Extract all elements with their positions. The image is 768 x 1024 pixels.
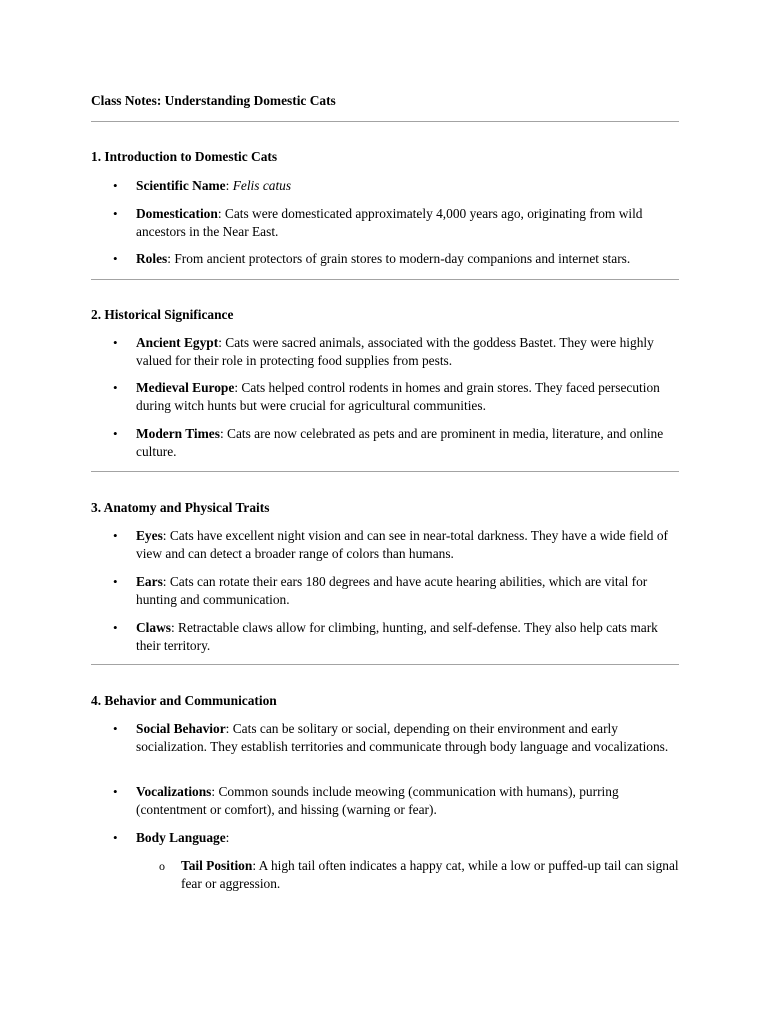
list-item-text: Scientific Name: Felis catus bbox=[136, 178, 292, 193]
list-item-term: Eyes bbox=[136, 528, 163, 543]
bullet-icon: • bbox=[113, 335, 118, 350]
section-divider bbox=[91, 471, 679, 472]
bullet-icon: • bbox=[113, 528, 118, 543]
list-item-term: Ancient Egypt bbox=[136, 335, 219, 350]
bullet-icon: • bbox=[113, 784, 118, 799]
bullet-icon: • bbox=[113, 380, 118, 395]
section-heading: 4. Behavior and Communication bbox=[91, 693, 277, 708]
section-heading: 1. Introduction to Domestic Cats bbox=[91, 149, 278, 164]
section-divider bbox=[91, 664, 679, 665]
list-item-text: Claws: Retractable claws allow for climbing, hunting, and self-defense. They also help cats mark their territory. bbox=[136, 620, 658, 653]
bullet-icon: • bbox=[113, 426, 118, 441]
list-item-text: Body Language: bbox=[136, 830, 230, 845]
list-item-term: Body Language bbox=[136, 830, 226, 845]
list-item-term: Domestication bbox=[136, 206, 218, 221]
bullet-icon: • bbox=[113, 251, 118, 266]
list-item-term: Social Behavior bbox=[136, 721, 226, 736]
sub-list-item-term: Tail Position bbox=[181, 858, 253, 873]
list-item-term: Scientific Name bbox=[136, 178, 226, 193]
section-heading: 2. Historical Significance bbox=[91, 307, 234, 322]
list-item-text: Roles: From ancient protectors of grain stores to modern-day companions and internet stars. bbox=[136, 251, 631, 266]
document-title: Class Notes: Understanding Domestic Cats bbox=[91, 93, 336, 108]
list-item-term: Claws bbox=[136, 620, 171, 635]
list-item-term: Ears bbox=[136, 574, 163, 589]
list-item-term: Vocalizations bbox=[136, 784, 212, 799]
list-item-text: Medieval Europe: Cats helped control rodents in homes and grain stores. They faced persecution during witch hunts but were crucial for agricultural communities. bbox=[136, 380, 660, 413]
hollow-bullet-icon: o bbox=[159, 859, 165, 873]
list-item-term: Modern Times bbox=[136, 426, 220, 441]
list-item-term: Roles bbox=[136, 251, 168, 266]
bullet-icon: • bbox=[113, 620, 118, 635]
section-heading: 3. Anatomy and Physical Traits bbox=[91, 500, 270, 515]
list-item-text: Vocalizations: Common sounds include meowing (communication with humans), purring (contentment or comfort), and hissing (warning or fear). bbox=[136, 784, 619, 817]
bullet-icon: • bbox=[113, 206, 118, 221]
list-item-text: Eyes: Cats have excellent night vision and can see in near-total darkness. They have a wide field of view and can detect a broader range of colors than humans. bbox=[136, 528, 668, 561]
list-item-text: Social Behavior: Cats can be solitary or social, depending on their environment and early socialization. They establish territories and communicate through body language and vocalizations. bbox=[136, 721, 669, 754]
list-item-text: Ears: Cats can rotate their ears 180 degrees and have acute hearing abilities, which are vital for hunting and communication. bbox=[136, 574, 648, 607]
bullet-icon: • bbox=[113, 574, 118, 589]
list-item-term: Medieval Europe bbox=[136, 380, 235, 395]
sub-list-item-text: Tail Position: A high tail often indicates a happy cat, while a low or puffed-up tail can signal fear or aggression. bbox=[181, 858, 679, 891]
list-item-text: Modern Times: Cats are now celebrated as pets and are prominent in media, literature, and online culture. bbox=[136, 426, 664, 459]
list-item-text: Domestication: Cats were domesticated approximately 4,000 years ago, originating from wild ancestors in the Near East. bbox=[136, 206, 643, 239]
bullet-icon: • bbox=[113, 830, 118, 845]
section-divider bbox=[91, 279, 679, 280]
list-item-text: Ancient Egypt: Cats were sacred animals, associated with the goddess Bastet. They were highly valued for their role in protecting food supplies from pests. bbox=[136, 335, 654, 368]
bullet-icon: • bbox=[113, 178, 118, 193]
scientific-name-value: Felis catus bbox=[232, 178, 292, 193]
bullet-icon: • bbox=[113, 721, 118, 736]
section-divider bbox=[91, 121, 679, 122]
